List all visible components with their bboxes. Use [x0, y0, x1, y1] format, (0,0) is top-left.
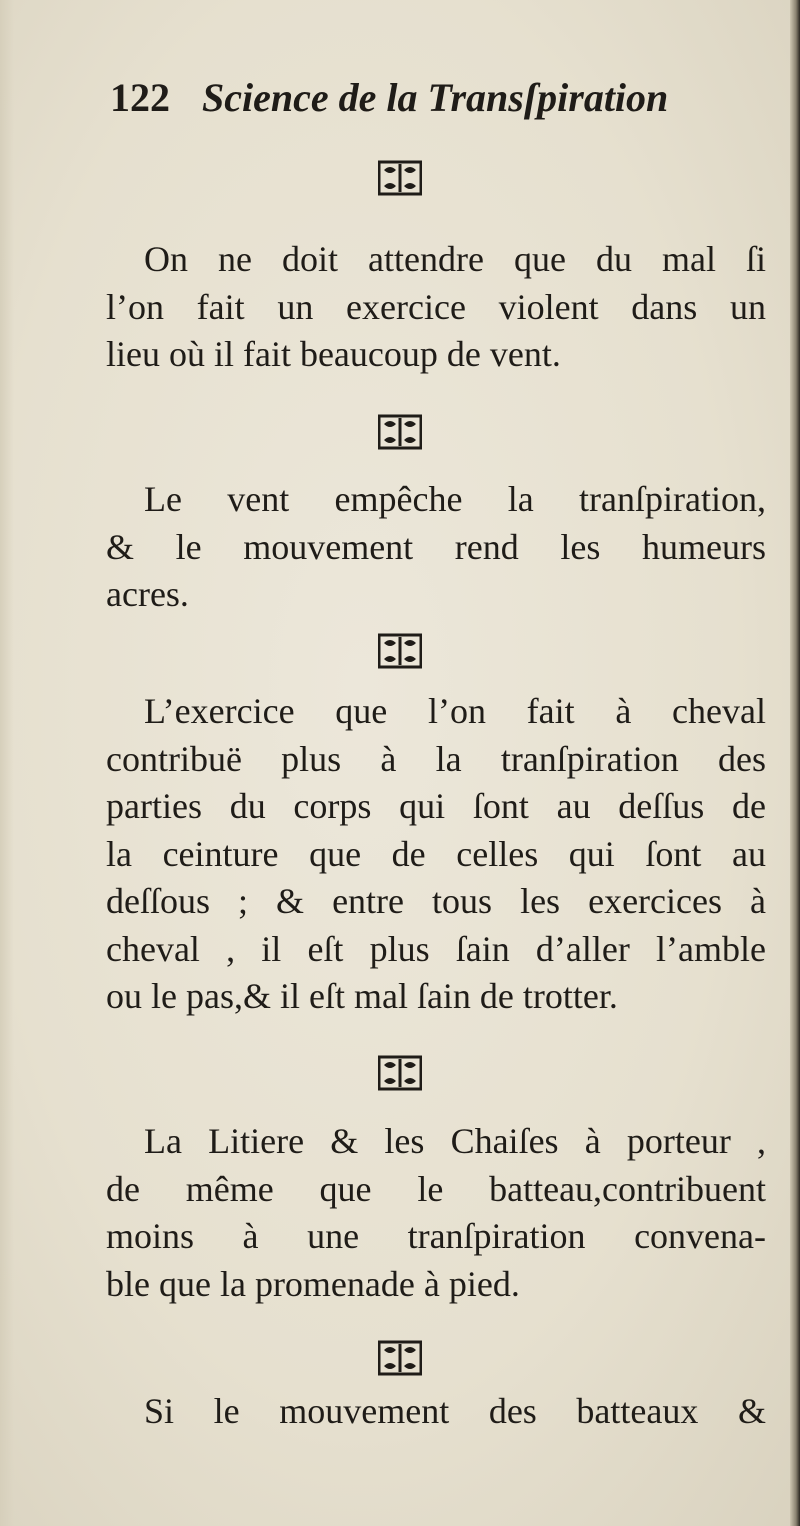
text-line: ble que la promenade à pied. — [106, 1263, 520, 1304]
fleuron-ornament-icon — [378, 1055, 422, 1091]
paragraph-1 — [106, 236, 766, 379]
text-line: lieu où il fait beaucoup de vent. — [106, 334, 561, 374]
text-line: moins à une tranſpiration convena- — [106, 1216, 766, 1256]
text-line: cheval , il eſt plus ſain d’aller l’amble — [106, 928, 766, 969]
paragraph-3 — [106, 688, 766, 1021]
text-line: & le mouvement rend les humeurs — [106, 526, 766, 567]
running-title: Science de la Transſpiration — [202, 75, 669, 120]
paragraph-5 — [106, 1388, 766, 1436]
page-number: 122 — [110, 75, 170, 120]
text-line: la ceinture que de celles qui ſont au — [106, 833, 766, 874]
text-line: Si le mouvement des batteaux & — [144, 1391, 766, 1431]
paragraph-4 — [106, 1118, 766, 1308]
fleuron-ornament-icon — [378, 160, 422, 196]
text-line: Le vent empêche la tranſpiration, — [144, 479, 766, 519]
running-header — [110, 68, 750, 128]
text-line: l’on fait un exercice violent dans un — [106, 286, 766, 327]
page-gutter-shadow — [0, 0, 14, 1526]
page-edge-shadow — [790, 0, 800, 1526]
text-line: On ne doit attendre que du mal ſi — [144, 239, 766, 279]
text-line: parties du corps qui ſont au deſſus de — [106, 786, 766, 826]
fleuron-ornament-icon — [378, 414, 422, 450]
text-line: La Litiere & les Chaiſes à porteur , — [144, 1121, 766, 1161]
text-line: deſſous ; & entre tous les exercices à — [106, 881, 766, 921]
text-line: acres. — [106, 574, 189, 614]
text-line: de même que le batteau,contribuent — [106, 1168, 766, 1209]
text-line: L’exercice que l’on fait à cheval — [144, 691, 766, 731]
text-line: contribuë plus à la tranſpiration des — [106, 738, 766, 779]
fleuron-ornament-icon — [378, 633, 422, 669]
fleuron-ornament-icon — [378, 1340, 422, 1376]
paragraph-2 — [106, 476, 766, 619]
text-line: ou le pas,& il eſt mal ſain de trotter. — [106, 976, 618, 1016]
